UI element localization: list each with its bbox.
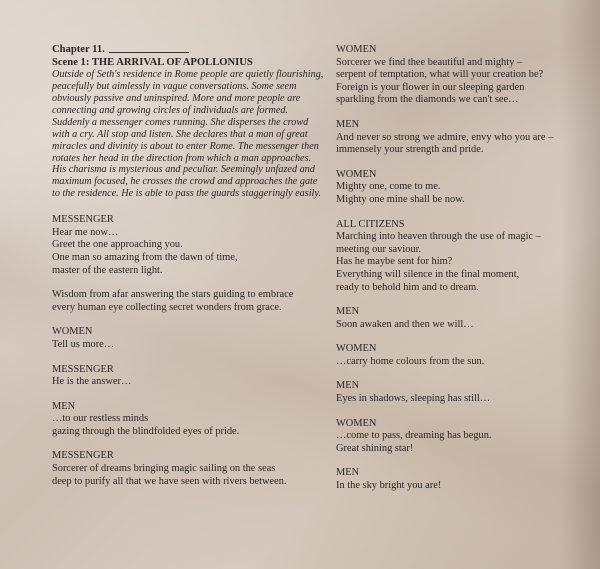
left-dialogue xyxy=(52,214,327,488)
speaker-name: MESSENGER xyxy=(52,450,114,462)
lyric-line: every human eye collecting secret wonders from grace. xyxy=(52,301,282,313)
dialogue-block xyxy=(52,326,327,351)
lyric-line: deep to purify all that we have seen with rivers between. xyxy=(52,475,287,487)
dialogue-block xyxy=(336,380,571,405)
lyric-line: Wisdom from afar answering the stars guiding to embrace xyxy=(52,289,294,301)
speaker-name: WOMEN xyxy=(336,343,377,355)
speaker-name: WOMEN xyxy=(52,326,93,338)
lyric-line: immensely your strength and pride. xyxy=(336,144,484,156)
speaker-name: MESSENGER xyxy=(52,363,114,375)
lyric-line: Has he maybe sent for him? xyxy=(336,256,453,268)
lyric-line: serpent of temptation, what will your creation be? xyxy=(336,69,544,81)
dialogue-block xyxy=(336,418,571,456)
right-column xyxy=(336,44,571,505)
dialogue-block xyxy=(336,44,571,107)
dialogue-block xyxy=(336,467,571,492)
speaker-name: WOMEN xyxy=(336,168,377,180)
lyric-line: gazing through the blindfolded eyes of pride. xyxy=(52,425,240,437)
speaker-name: WOMEN xyxy=(336,44,377,55)
lyric-line: Sorcerer of dreams bringing magic sailing on the seas xyxy=(52,463,276,475)
lyric-line: Hear me now… xyxy=(52,226,119,238)
speaker-name: WOMEN xyxy=(336,417,377,429)
lyric-line: Eyes in shadows, sleeping has still… xyxy=(336,393,491,405)
speaker-name: ALL CITIZENS xyxy=(336,218,405,230)
dialogue-block xyxy=(52,214,327,277)
left-column xyxy=(52,44,327,500)
speaker-name: MEN xyxy=(336,118,360,130)
dialogue-block xyxy=(52,364,327,389)
lyric-line: And never so strong we admire, envy who you are – xyxy=(336,131,554,143)
lyric-line: Sorcerer we find thee beautiful and mighty – xyxy=(336,56,523,68)
speaker-name: MEN xyxy=(336,380,360,392)
dialogue-block xyxy=(336,306,571,331)
dialogue-block xyxy=(52,450,327,488)
chapter-rule xyxy=(109,52,189,53)
lyric-line: Foreign is your flower in our sleeping garden xyxy=(336,81,525,93)
lyric-line: …come to pass, dreaming has begun. xyxy=(336,430,492,442)
speaker-name: MEN xyxy=(52,400,76,412)
lyric-line: …carry home colours from the sun. xyxy=(336,355,485,367)
lyric-line: sparkling from the diamonds we can't see… xyxy=(336,94,519,106)
scene-title: Scene 1: THE ARRIVAL OF APOLLONIUS xyxy=(52,56,253,68)
dialogue-block xyxy=(336,119,571,157)
dialogue-block xyxy=(52,289,327,314)
lyric-line: Mighty one, come to me. xyxy=(336,181,441,193)
chapter-heading xyxy=(52,44,327,57)
speaker-name: MEN xyxy=(336,306,360,318)
right-dialogue xyxy=(336,44,571,493)
scene-intro: Outside of Seth's residence in Rome people are quietly flourishing, peacefully but aimlessly in vague conversations. Some seem obviously passive and uninspired. More and more people are connecting and growing circles of individuals are formed. Suddenly a messenger comes running. She disperses the crowd with a cry. All stop and listen. She declares that a man of great miracles and divinity is about to enter Rome. The messenger then rotates her head in the direction from which a man approaches. His charisma is mysterious and peculiar. Seemingly unfazed and maximum focused, he crosses the crowd and approaches the gate to the residence. He is able to pass the guards staggeringly easily. xyxy=(52,69,324,200)
lyric-line: In the sky bright you are! xyxy=(336,480,442,492)
lyric-line: Mighty one mine shall be now. xyxy=(336,193,465,205)
dialogue-block xyxy=(336,169,571,207)
dialogue-block xyxy=(336,343,571,368)
chapter-label: Chapter 11. xyxy=(52,44,105,55)
lyric-line: Soon awaken and then we will… xyxy=(336,318,474,330)
lyric-line: He is the answer… xyxy=(52,376,132,388)
speaker-name: MESSENGER xyxy=(52,214,114,226)
dialogue-block xyxy=(336,219,571,295)
lyric-line: master of the eastern light. xyxy=(52,264,163,276)
lyric-line: Greet the one approaching you. xyxy=(52,239,183,251)
lyric-line: ready to behold him and to dream. xyxy=(336,281,479,293)
lyric-line: Great shining star! xyxy=(336,442,414,454)
lyric-line: One man so amazing from the dawn of time, xyxy=(52,251,238,263)
lyric-line: meeting our saviour. xyxy=(336,243,422,255)
lyric-line: Tell us more… xyxy=(52,338,115,350)
speaker-name: MEN xyxy=(336,467,360,479)
lyric-line: Everything will silence in the final moment, xyxy=(336,268,520,280)
lyric-line: …to our restless minds xyxy=(52,413,149,425)
lyric-line: Marching into heaven through the use of magic – xyxy=(336,231,541,243)
dialogue-block xyxy=(52,401,327,439)
